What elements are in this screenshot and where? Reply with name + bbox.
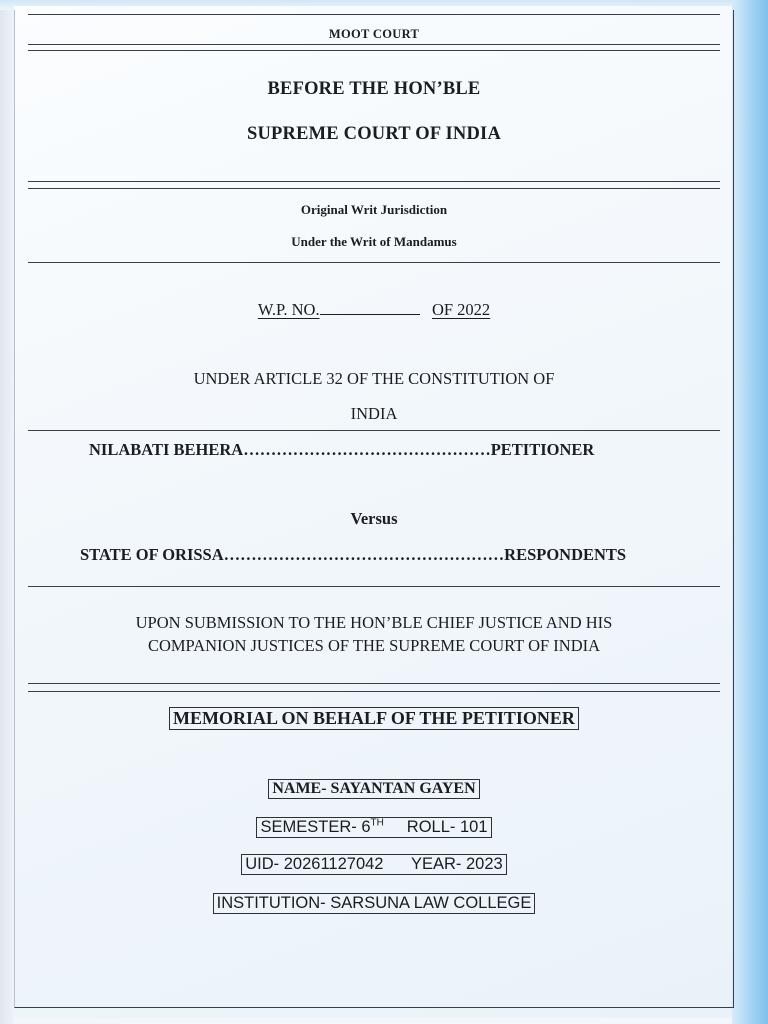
divider-parties xyxy=(28,586,720,587)
divider-submission-2 xyxy=(28,691,720,692)
divider-jurisdiction xyxy=(28,262,720,263)
uid-row xyxy=(28,854,720,875)
petitioner-role: PETITIONER xyxy=(490,440,595,459)
semester-superscript: TH xyxy=(370,817,384,829)
divider-article xyxy=(28,430,720,431)
memorial-heading-row xyxy=(28,707,720,730)
petition-number-line xyxy=(28,300,720,320)
institution-label: INSTITUTION- SARSUNA LAW COLLEGE xyxy=(213,893,536,914)
divider-header-2 xyxy=(28,50,720,51)
respondent-name: STATE OF ORISSA xyxy=(80,545,224,564)
submission-line-2: COMPANION JUSTICES OF THE SUPREME COURT OF INDIA xyxy=(147,636,601,655)
divider-court-2 xyxy=(28,188,720,189)
semester-label: SEMESTER- 6 xyxy=(260,818,371,836)
respondent-dots: …………………………………………… xyxy=(223,545,505,564)
semester-row xyxy=(28,817,720,838)
roll-label: ROLL- 101 xyxy=(406,818,488,836)
wp-number-blank xyxy=(320,302,420,315)
respondent-role: RESPONDENTS xyxy=(504,545,627,564)
semester-roll-box xyxy=(256,817,491,838)
divider-submission-1 xyxy=(28,683,720,684)
year-label: OF 2022 xyxy=(431,300,491,319)
divider-header-1 xyxy=(28,44,720,45)
year-field: YEAR- 2023 xyxy=(411,855,503,873)
uid-label: UID- 20261127042 xyxy=(245,855,384,873)
uid-year-box xyxy=(241,854,506,875)
jurisdiction-line: Original Writ Jurisdiction xyxy=(300,202,448,217)
moot-court-label: MOOT COURT xyxy=(328,27,420,41)
divider-court-1 xyxy=(28,181,720,182)
writ-line: Under the Writ of Mandamus xyxy=(291,234,457,249)
respondent-line xyxy=(80,545,626,565)
wp-no-label: W.P. NO. xyxy=(257,300,320,319)
backdrop-right xyxy=(732,0,768,1024)
article-line-1: UNDER ARTICLE 32 OF THE CONSTITUTION OF xyxy=(193,369,555,388)
petitioner-dots: ……………………………………… xyxy=(243,440,491,459)
submission-line-1: UPON SUBMISSION TO THE HON’BLE CHIEF JUSTICE AND HIS xyxy=(135,613,613,632)
petitioner-line xyxy=(89,440,594,460)
backdrop-left xyxy=(0,0,14,1024)
divider-top xyxy=(28,14,720,15)
before-title: BEFORE THE HON’BLE xyxy=(267,79,481,99)
versus-label: Versus xyxy=(350,509,398,528)
petitioner-name: NILABATI BEHERA xyxy=(89,440,244,459)
institution-row xyxy=(28,893,720,914)
article-line-2: INDIA xyxy=(350,404,398,423)
name-row xyxy=(28,779,720,799)
court-title: SUPREME COURT OF INDIA xyxy=(246,124,502,144)
student-name: NAME- SAYANTAN GAYEN xyxy=(268,779,479,799)
memorial-heading: MEMORIAL ON BEHALF OF THE PETITIONER xyxy=(169,707,579,730)
